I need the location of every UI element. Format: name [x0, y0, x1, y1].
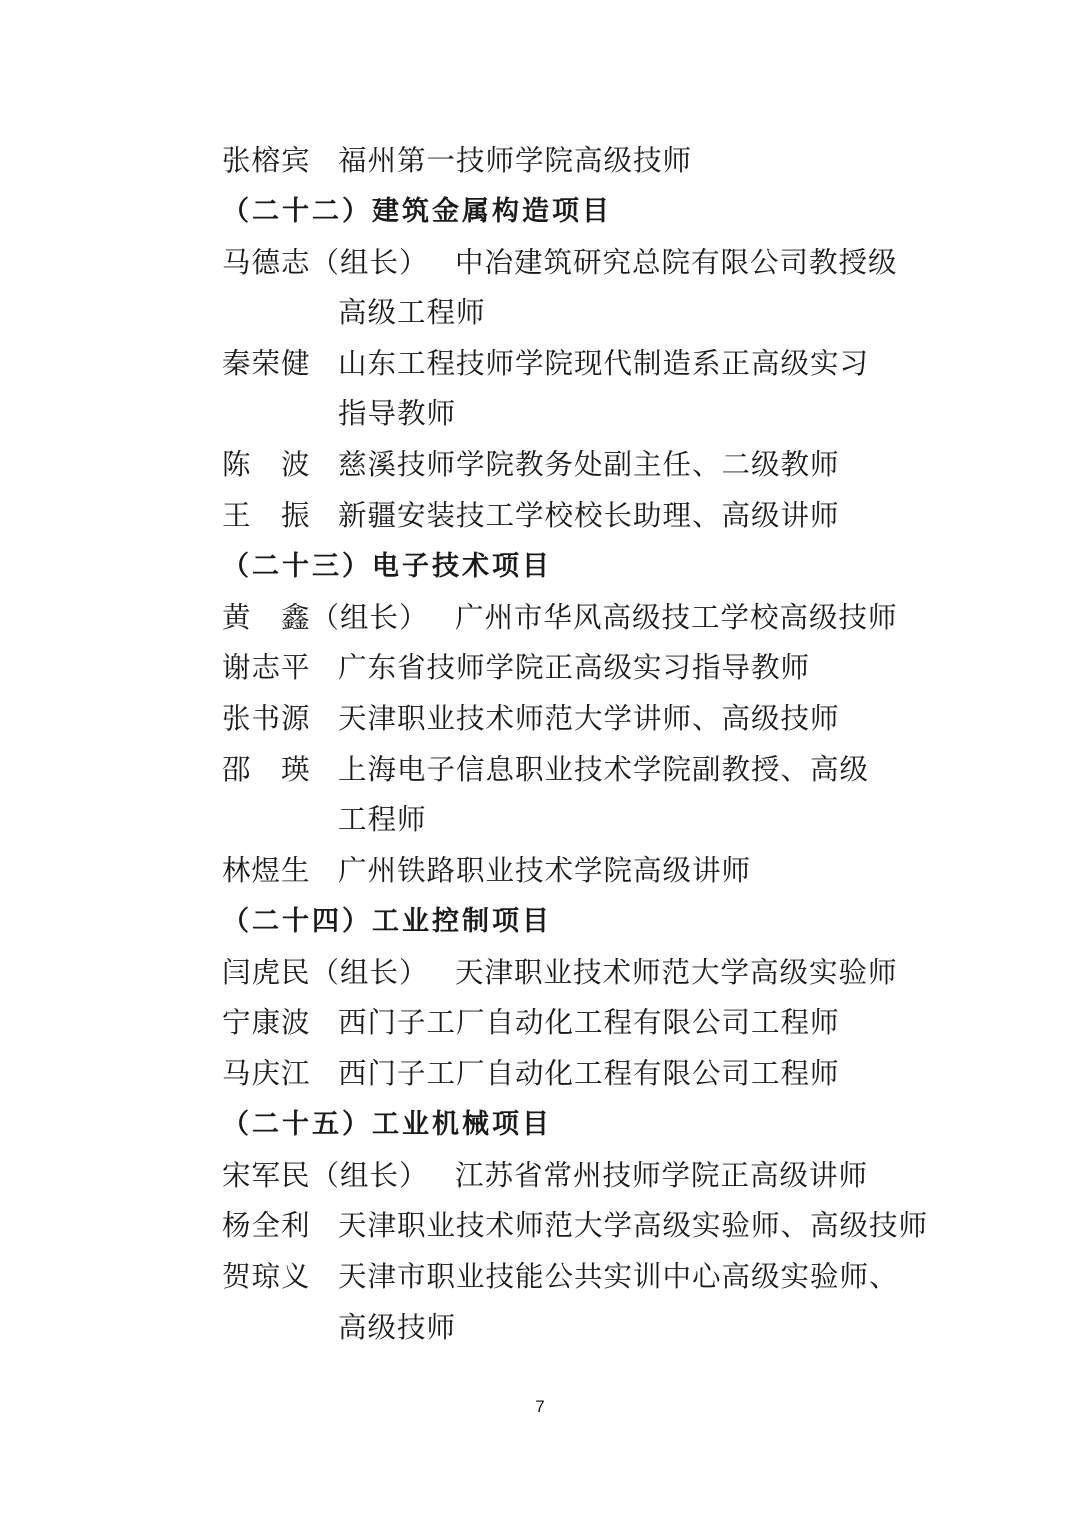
member-role: 天津职业技术师范大学高级实验师	[455, 956, 898, 989]
section-heading: （二十三）电子技术项目	[222, 551, 552, 582]
member-role: 天津职业技术师范大学讲师、高级技师	[338, 702, 840, 735]
member-role: 指导教师	[338, 397, 457, 430]
member-name: 黄 鑫（组长）	[222, 601, 429, 634]
member-name: 王 振	[222, 499, 311, 532]
member-role: 天津市职业技能公共实训中心高级实验师、	[338, 1260, 899, 1293]
member-name: 谢志平	[222, 651, 311, 684]
member-role: 广东省技师学院正高级实习指导教师	[338, 651, 811, 684]
member-name: 闫虎民（组长）	[222, 956, 429, 989]
member-role: 西门子工厂自动化工程有限公司工程师	[338, 1057, 840, 1090]
member-role: 高级技师	[338, 1311, 457, 1344]
section-heading: （二十五）工业机械项目	[222, 1109, 552, 1140]
member-role: 江苏省常州技师学院正高级讲师	[455, 1159, 869, 1192]
member-name: 秦荣健	[222, 347, 311, 380]
member-role: 山东工程技师学院现代制造系正高级实习	[338, 347, 870, 380]
member-role: 中冶建筑研究总院有限公司教授级	[455, 246, 898, 279]
member-name: 陈 波	[222, 448, 311, 481]
member-name: 马庆江	[222, 1057, 311, 1090]
member-name: 宁康波	[222, 1006, 311, 1039]
member-role: 广州市华风高级技工学校高级技师	[455, 601, 898, 634]
member-role: 广州铁路职业技术学院高级讲师	[338, 854, 752, 887]
member-role: 西门子工厂自动化工程有限公司工程师	[338, 1006, 840, 1039]
member-name: 马德志（组长）	[222, 246, 429, 279]
member-name: 张榕宾	[222, 144, 311, 177]
page-number: 7	[535, 1397, 545, 1416]
member-name: 邵 瑛	[222, 753, 311, 786]
member-name: 张书源	[222, 702, 311, 735]
member-role: 慈溪技师学院教务处副主任、二级教师	[338, 448, 840, 481]
member-role: 福州第一技师学院高级技师	[338, 144, 693, 177]
member-name: 林煜生	[222, 854, 311, 887]
member-role: 工程师	[338, 803, 427, 836]
member-role: 新疆安装技工学校校长助理、高级讲师	[338, 499, 840, 532]
member-role: 上海电子信息职业技术学院副教授、高级	[338, 753, 870, 786]
member-role: 高级工程师	[338, 296, 486, 329]
member-role: 天津职业技术师范大学高级实验师、高级技师	[338, 1209, 929, 1242]
section-heading: （二十二）建筑金属构造项目	[222, 196, 612, 227]
member-name: 宋军民（组长）	[222, 1159, 429, 1192]
member-name: 贺琼义	[222, 1260, 311, 1293]
member-name: 杨全利	[222, 1209, 311, 1242]
section-heading: （二十四）工业控制项目	[222, 906, 552, 937]
